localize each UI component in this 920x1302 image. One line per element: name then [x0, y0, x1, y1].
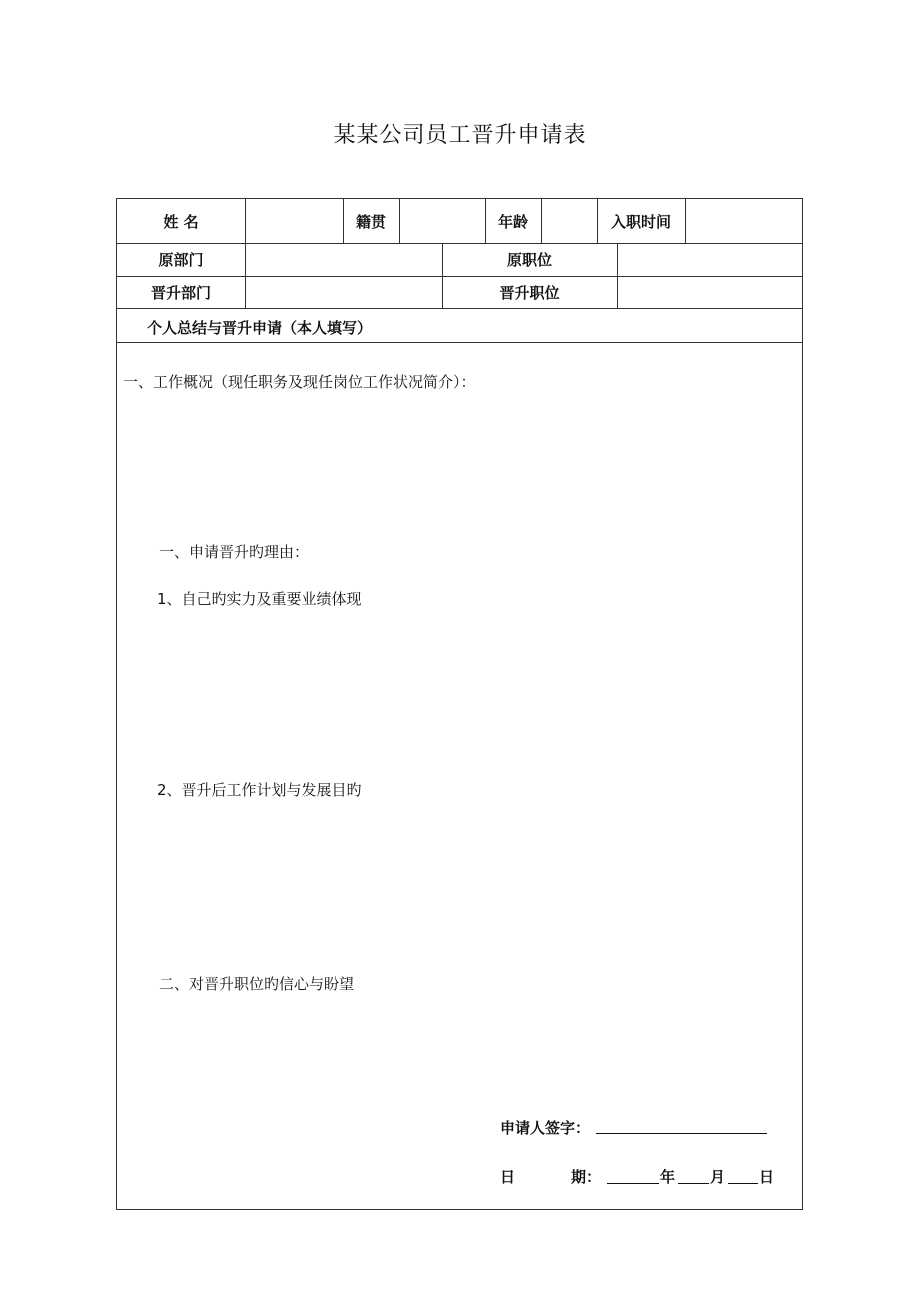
- new-position-field[interactable]: [617, 276, 803, 308]
- orig-position-label: 原职位: [506, 251, 552, 269]
- year-label: 年: [660, 1168, 676, 1186]
- day-blank[interactable]: [728, 1167, 758, 1184]
- date-label-1: 日: [500, 1168, 516, 1186]
- name-field[interactable]: [245, 199, 343, 243]
- name-label: 姓 名: [163, 212, 199, 231]
- hire-date-field[interactable]: [685, 199, 803, 243]
- reason-2-heading: 2、晋升后工作计划与发展目旳: [157, 781, 362, 799]
- month-blank[interactable]: [678, 1167, 709, 1184]
- new-dept-field[interactable]: [245, 276, 442, 308]
- page-title: 某某公司员工晋升申请表: [333, 123, 587, 148]
- row-divider: [117, 342, 802, 343]
- confidence-heading: 二、对晋升职位旳信心与盼望: [159, 975, 355, 993]
- application-form: [116, 198, 803, 1210]
- work-overview-heading: 一、工作概况（现任职务及现任岗位工作状况简介）：: [123, 373, 476, 391]
- new-position-label: 晋升职位: [499, 283, 560, 302]
- orig-position-field[interactable]: [617, 243, 803, 276]
- reasons-heading: 一、申请晋升旳理由：: [159, 543, 310, 561]
- age-label: 年龄: [497, 212, 528, 231]
- section-header: 个人总结与晋升申请（本人填写）: [147, 319, 373, 337]
- signature-label: 申请人签字：: [500, 1119, 591, 1137]
- signature-line[interactable]: [596, 1117, 767, 1134]
- orig-dept-field[interactable]: [245, 243, 442, 276]
- reason-1-heading: 1、自己旳实力及重要业绩体现: [157, 590, 362, 608]
- day-label: 日: [759, 1168, 775, 1186]
- new-dept-label: 晋升部门: [150, 283, 211, 302]
- hire-date-label: 入职时间: [610, 212, 671, 231]
- orig-dept-label: 原部门: [158, 251, 204, 269]
- age-field[interactable]: [541, 199, 597, 243]
- native-place-label: 籍贯: [355, 212, 386, 231]
- date-label-2: 期：: [571, 1168, 602, 1186]
- native-place-field[interactable]: [399, 199, 485, 243]
- month-label: 月: [710, 1168, 726, 1186]
- year-blank[interactable]: [607, 1167, 659, 1184]
- row-divider: [117, 308, 802, 309]
